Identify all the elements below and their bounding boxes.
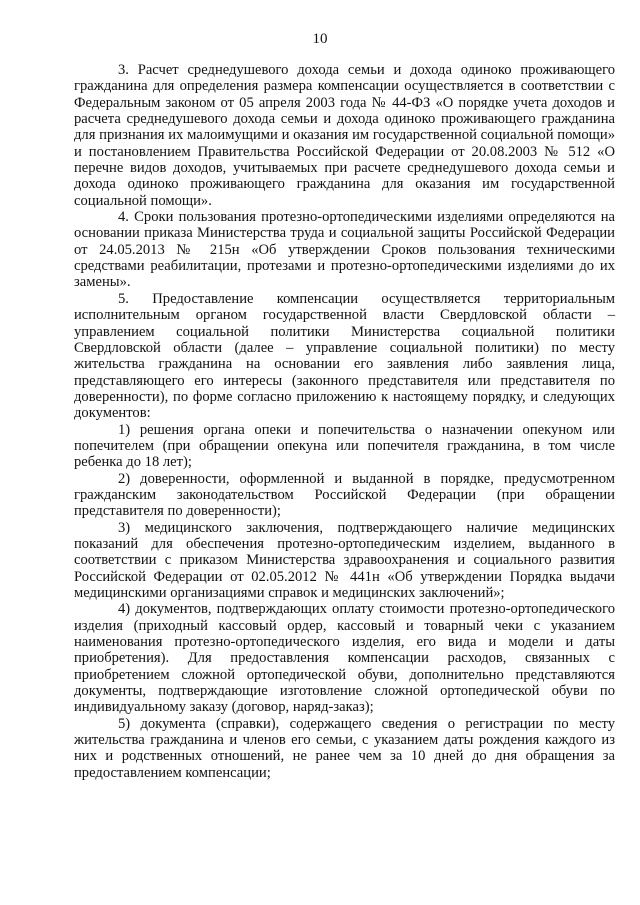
list-item-5-registration-certificate: 5) документа (справки), содержащего сведения о регистрации по месту жительства гражданина и членов его семьи, с указанием даты рождения каждого из них и родственных отношений, не ранее чем за 10 дней до дня обращения за предоставлением компенсации;: [74, 715, 615, 781]
list-item-2-power-of-attorney: 2) доверенности, оформленной и выданной в порядке, предусмотренном гражданским законодательством Российской Федерации (при обращении представителя по доверенности);: [74, 470, 615, 520]
list-item-4-payment-documents: 4) документов, подтверждающих оплату стоимости протезно-ортопедического изделия (приходный кассовый ордер, кассовый и товарный чеки с указанием наименования протезно-ортопедического изделия, его вида и модели и даты приобретения). Для предоставления компенсации расходов, связанных с приобретением сложной ортопедической обуви, дополнительно представляются документы, подтверждающие изготовление сложной ортопедической обуви по индивидуальному заказу (договор, наряд-заказ);: [74, 601, 615, 716]
list-item-1-guardianship-decision: 1) решения органа опеки и попечительства о назначении опекуном или попечителем (при обращении опекуна или попечителя гражданина, в том числе ребенка до 18 лет);: [74, 421, 615, 471]
paragraph-3-income-calculation: 3. Расчет среднедушевого дохода семьи и дохода одиноко проживающего гражданина для определения размера компенсации осуществляется в соответствии с Федеральным законом от 05 апреля 2003 года № 44-ФЗ «О порядке учета доходов и расчета среднедушевого дохода семьи и дохода одиноко проживающего гражданина для признания их малоимущими и оказания им государственной социальной помощи» и постановлением Правительства Российской Федерации от 20.08.2003 № 512 «О перечне видов доходов, учитываемых при расчете среднедушевого дохода семьи и дохода одиноко проживающего гражданина для оказания им государственной социальной помощи».: [74, 62, 615, 209]
document-body: [74, 62, 615, 781]
paragraph-5-compensation-provision: 5. Предоставление компенсации осуществляется территориальным исполнительным органом государственной власти Свердловской области – управлением социальной политики Министерства социальной политики Свердловской области (далее – управление социальной политики) по месту жительства гражданина на основании его заявления либо заявления лица, представляющего его интересы (законного представителя или представителя по доверенности), по форме согласно приложению к настоящему порядку, и следующих документов:: [74, 290, 615, 422]
page-number: 10: [312, 31, 328, 47]
paragraph-4-usage-periods: 4. Сроки пользования протезно-ортопедическими изделиями определяются на основании приказа Министерства труда и социальной защиты Российской Федерации от 24.05.2013 № 215н «Об утверждении Сроков пользования техническими средствами реабилитации, протезами и протезно-ортопедическими изделиями до их замены».: [74, 209, 615, 291]
list-item-3-medical-conclusion: 3) медицинского заключения, подтверждающего наличие медицинских показаний для обеспечения протезно-ортопедическим изделием, выданного в соответствии с приказом Министерства здравоохранения и социального развития Российской Федерации от 02.05.2012 № 441н «Об утверждении Порядка выдачи медицинскими организациями справок и медицинских заключений»;: [74, 519, 615, 601]
